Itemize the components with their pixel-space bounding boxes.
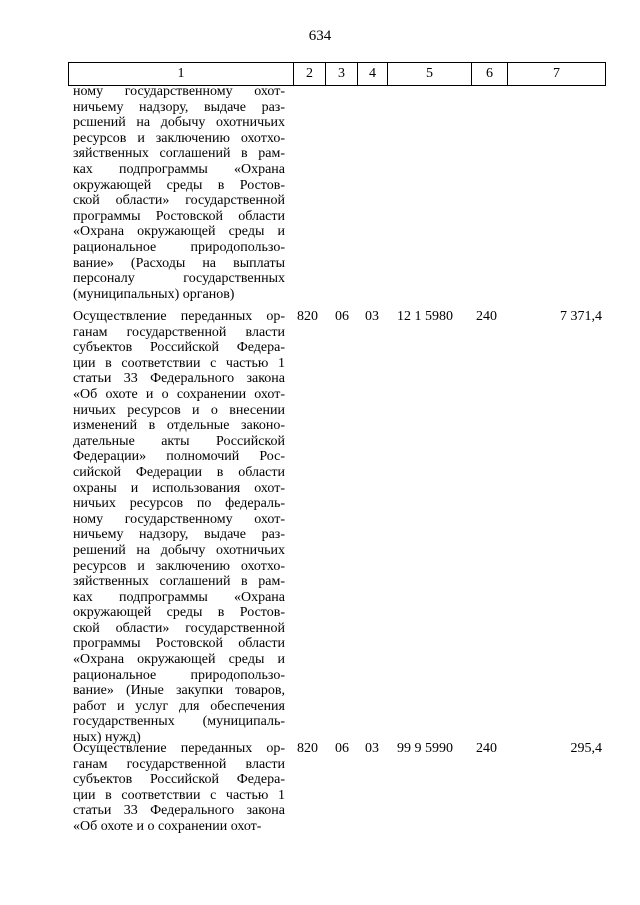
description-line: окружающей среды в Ростов- <box>73 605 285 621</box>
description-line: ках подпрограммы «Охрана <box>73 589 285 605</box>
column-header-7: 7 <box>507 63 605 85</box>
table-header <box>68 62 606 86</box>
description-line: зяйственных соглашений в рам- <box>73 574 285 590</box>
column-header-2: 2 <box>293 63 325 85</box>
cell-vr: 240 <box>476 309 497 324</box>
description-line: ничьих ресурсов по федераль- <box>73 496 285 512</box>
description-line: рсшений на добычу охотничьих <box>73 115 285 131</box>
description-line: ской области» государственной <box>73 193 285 209</box>
description-line: ганам государственной власти <box>73 324 285 340</box>
description-line: ному государственному охот- <box>73 84 285 99</box>
cell-csr: 99 9 5990 <box>397 741 453 756</box>
description-line: «Об охоте и о сохранении охот- <box>73 386 285 402</box>
description-line: ничьих ресурсов и о внесении <box>73 402 285 418</box>
cell-rz: 06 <box>335 741 349 756</box>
description-line: ресурсов и заключению охотхо- <box>73 130 285 146</box>
description-line: (муниципальных) органов) <box>73 286 235 302</box>
row-description <box>73 309 285 746</box>
description-line: охраны и использования охот- <box>73 480 285 496</box>
description-line: ресурсов и заключению охотхо- <box>73 558 285 574</box>
description-line: вание» (Иные закупки товаров, <box>73 683 285 699</box>
description-line: программы Ростовской области <box>73 636 285 652</box>
column-header-5: 5 <box>387 63 471 85</box>
description-line: рациональное природопользо- <box>73 239 285 255</box>
description-line: дательные акты Российской <box>73 433 285 449</box>
cell-gr: 820 <box>297 741 318 756</box>
cell-pr: 03 <box>365 741 379 756</box>
description-line: Федерации» полномочий Рос- <box>73 449 285 465</box>
description-line: «Охрана окружающей среды и <box>73 224 285 240</box>
description-line: изменений в отдельные законо- <box>73 418 285 434</box>
description-line: «Об охоте и о сохранении охот- <box>73 818 262 834</box>
description-line: ных) нужд) <box>73 730 141 746</box>
description-line: программы Ростовской области <box>73 208 285 224</box>
column-header-3: 3 <box>325 63 357 85</box>
page-number: 634 <box>308 28 332 44</box>
description-line: вание» (Расходы на выплаты <box>73 255 285 271</box>
description-line: работ и услуг для обеспечения <box>73 698 285 714</box>
cell-csr: 12 1 5980 <box>397 309 453 324</box>
description-line: государственных (муниципаль- <box>73 714 285 730</box>
description-line: «Охрана окружающей среды и <box>73 652 285 668</box>
description-line: субъектов Российской Федера- <box>73 340 285 356</box>
description-line: решений на добычу охотничьих <box>73 542 285 558</box>
description-line: сийской Федерации в области <box>73 464 285 480</box>
cell-gr: 820 <box>297 309 318 324</box>
description-line: окружающей среды в Ростов- <box>73 177 285 193</box>
description-line: ному государственному охот- <box>73 511 285 527</box>
description-line: Осуществление переданных ор- <box>73 741 285 756</box>
cell-pr: 03 <box>365 309 379 324</box>
description-line: статьи 33 Федерального закона <box>73 371 285 387</box>
description-line: ской области» государственной <box>73 620 285 636</box>
cell-rz: 06 <box>335 309 349 324</box>
description-line: ганам государственной власти <box>73 756 285 772</box>
row-description <box>73 741 285 835</box>
cell-sum: 295,4 <box>570 741 602 756</box>
cell-sum: 7 371,4 <box>560 309 602 324</box>
column-header-6: 6 <box>471 63 507 85</box>
column-header-4: 4 <box>357 63 387 85</box>
description-line: ции в соответствии с частью 1 <box>73 355 285 371</box>
description-line: ции в соответствии с частью 1 <box>73 787 285 803</box>
column-header-1: 1 <box>177 66 185 81</box>
description-line: рациональное природопользо- <box>73 667 285 683</box>
description-line: субъектов Российской Федера- <box>73 772 285 788</box>
description-line: ничьему надзору, выдаче раз- <box>73 99 285 115</box>
row-description <box>73 84 285 302</box>
description-line: статьи 33 Федерального закона <box>73 803 285 819</box>
description-line: Осуществление переданных ор- <box>73 309 285 324</box>
description-line: зяйственных соглашений в рам- <box>73 146 285 162</box>
description-line: персоналу государственных <box>73 271 285 287</box>
description-line: ничьему надзору, выдаче раз- <box>73 527 285 543</box>
description-line: ках подпрограммы «Охрана <box>73 161 285 177</box>
cell-vr: 240 <box>476 741 497 756</box>
